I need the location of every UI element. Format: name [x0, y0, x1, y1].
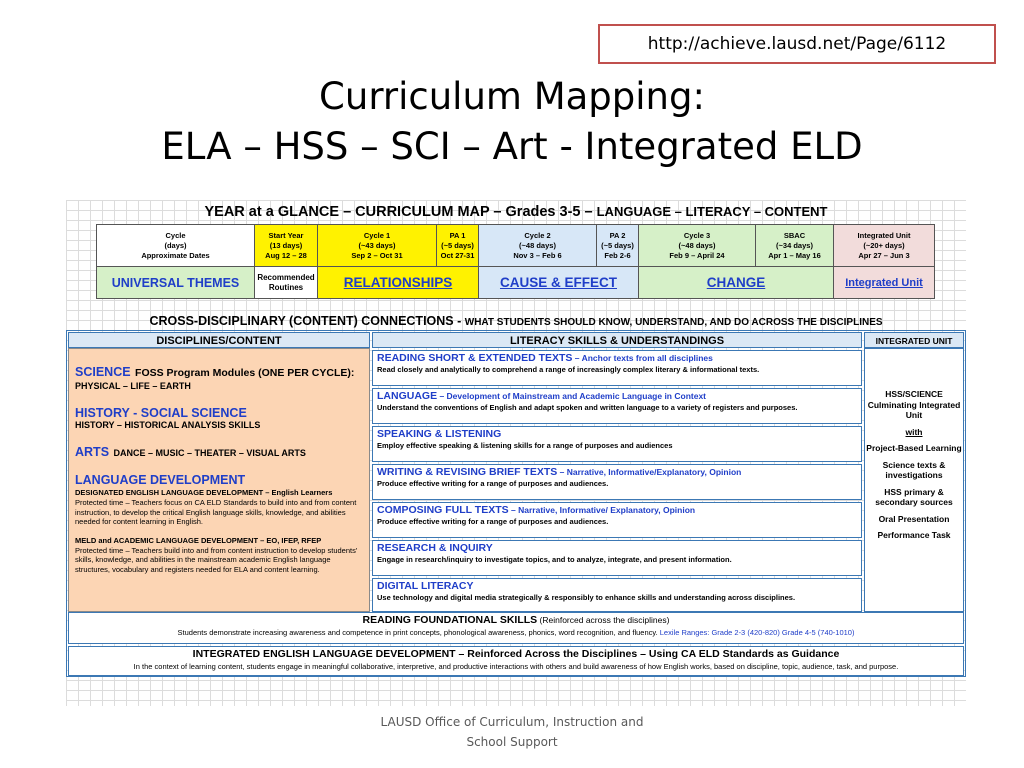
slide-title-line2: ELA – HSS – SCI – Art - Integrated ELD [161, 125, 863, 168]
literacy-header: LITERACY SKILLS & UNDERSTANDINGS [372, 332, 862, 348]
meld-heading: MELD and ACADEMIC LANGUAGE DEVELOPMENT – EO, IFEP, RFEP [75, 535, 322, 545]
integrated-unit-panel [864, 348, 964, 612]
cycle-cell: Cycle (days) Approximate Dates [97, 225, 255, 267]
cross-disciplinary-heading [106, 314, 926, 328]
deld-text: Protected time – Teachers focus on CA ELD Standards to build into and from content instruction, to develop the critical English language skills, knowledge, and abilities needed for content learning in English. [75, 498, 357, 526]
themes-row [97, 267, 935, 299]
cycle-cell: PA 1 (~5 days) Oct 27-31 [437, 225, 479, 267]
language-development-heading: LANGUAGE DEVELOPMENT [75, 473, 246, 487]
rfs-note: (Reinforced across the disciplines) [537, 615, 670, 625]
deld-heading: DESIGNATED ENGLISH LANGUAGE DEVELOPMENT – English Learners [75, 488, 333, 497]
iel-description: In the context of learning content, students engage in meaningful collaborative, interpretive, and productive interactions with others and build awareness of how English works, based on discipline, topic, audience, task, and purpose. [133, 662, 899, 671]
footer-line2: School Support [466, 735, 558, 749]
slide-title-line1: Curriculum Mapping: [319, 75, 705, 118]
integrated-item: with [905, 426, 923, 437]
cause-effect-theme: CAUSE & EFFECT [479, 267, 639, 299]
integrated-unit-theme: Integrated Unit [834, 267, 935, 299]
lexile-ranges: Lexile Ranges: Grade 2-3 (420-820) Grade 4-5 (740-1010) [659, 628, 855, 637]
iel-heading: INTEGRATED ENGLISH LANGUAGE DEVELOPMENT – Reinforced Across the Disciplines – Using CA ELD Standards as Guidance [192, 648, 840, 660]
universal-themes-cell: UNIVERSAL THEMES [97, 267, 255, 299]
cross-title: CROSS-DISCIPLINARY (CONTENT) CONNECTIONS - [149, 314, 465, 328]
history-heading: HISTORY - SOCIAL SCIENCE [75, 406, 247, 420]
integrated-item: Science texts & investigations [882, 459, 946, 480]
science-subheading: PHYSICAL – LIFE – EARTH [75, 381, 191, 391]
literacy-skill-digital: DIGITAL LITERACY Use technology and digital media strategically & responsibly to enhance skills and understanding across disciplines. [372, 578, 862, 612]
recommended-routines-cell: Recommended Routines [255, 267, 318, 299]
integrated-item: HSS primary & secondary sources [875, 486, 953, 507]
cross-subtitle: WHAT STUDENTS SHOULD KNOW, UNDERSTAND, AND DO ACROSS THE DISCIPLINES [464, 317, 883, 328]
cycle-cell: Cycle 3 (~48 days) Feb 9 – April 24 [639, 225, 756, 267]
cycle-cell: Start Year (13 days) Aug 12 – 28 [255, 225, 318, 267]
integrated-eld [68, 646, 964, 676]
url-box: http://achieve.lausd.net/Page/6112 [598, 24, 996, 64]
integrated-item: HSS/SCIENCE Culminating Integrated Unit [867, 389, 961, 420]
cycle-table [96, 224, 935, 299]
disciplines-header: DISCIPLINES/CONTENT [68, 332, 370, 348]
year-title-sub: LANGUAGE – LITERACY – CONTENT [596, 204, 828, 219]
cycle-cell: Integrated Unit (~20+ days) Apr 27 – Jun 3 [834, 225, 935, 267]
science-heading: SCIENCE FOSS Program Modules (ONE PER CYCLE): [75, 365, 355, 379]
integrated-unit-header: INTEGRATED UNIT [864, 332, 964, 348]
slide-title [0, 72, 1024, 172]
cycle-cell: Cycle 2 (~48 days) Nov 3 – Feb 6 [479, 225, 597, 267]
integrated-item: Project-Based Learning [866, 443, 962, 453]
history-subheading: HISTORY – HISTORICAL ANALYSIS SKILLS [75, 420, 261, 430]
integrated-item: Oral Presentation [878, 513, 950, 524]
cycle-row [97, 225, 935, 267]
literacy-skill-writing: WRITING & REVISING BRIEF TEXTS – Narrative, Informative/Explanatory, Opinion Produce effective writing for a range of purposes and audiences. [372, 464, 862, 500]
year-title-main: YEAR at a GLANCE – CURRICULUM MAP – Grades 3-5 – [204, 204, 597, 220]
cycle-cell: Cycle 1 (~43 days) Sep 2 – Oct 31 [318, 225, 437, 267]
integrated-item: Performance Task [877, 530, 951, 540]
literacy-skill-language: LANGUAGE – Development of Mainstream and Academic Language in Context Understand the conventions of English and adapt spoken and written language to a variety of registers and purposes. [372, 388, 862, 424]
literacy-skill-composing: COMPOSING FULL TEXTS – Narrative, Informative/ Explanatory, Opinion Produce effective writing for a range of purposes and audiences. [372, 502, 862, 538]
meld-text: Protected time – Teachers build into and from content instruction to develop students' skills, knowledge, and abilities in the mainstream academic English language structures, vocabulary and registers needed for ELA and content learning. [75, 545, 358, 574]
disciplines-panel [68, 348, 370, 612]
literacy-skill-reading: READING SHORT & EXTENDED TEXTS – Anchor texts from all disciplines Read closely and analytically to comprehend a range of increasingly complex literary & informational texts. [372, 350, 862, 386]
year-glance-title [156, 204, 876, 220]
reading-foundational-skills [68, 612, 964, 644]
rfs-heading: READING FOUNDATIONAL SKILLS [362, 614, 538, 626]
cycle-cell: SBAC (~34 days) Apr 1 – May 16 [756, 225, 834, 267]
literacy-skill-speaking: SPEAKING & LISTENING Employ effective speaking & listening skills for a range of purposes and audiences [372, 426, 862, 462]
footer-credit [296, 712, 728, 752]
rfs-description: Students demonstrate increasing awareness and competence in print concepts, phonological awareness, phonics, word recognition, and fluency. [177, 628, 658, 637]
footer-line1: LAUSD Office of Curriculum, Instruction and [380, 715, 644, 729]
relationships-theme: RELATIONSHIPS [318, 267, 479, 299]
arts-heading: ARTS DANCE – MUSIC – THEATER – VISUAL ARTS [75, 445, 306, 459]
change-theme: CHANGE [639, 267, 834, 299]
cycle-cell: PA 2 (~5 days) Feb 2-6 [597, 225, 639, 267]
literacy-skill-research: RESEARCH & INQUIRY Engage in research/inquiry to investigate topics, and to analyze, integrate, and present information. [372, 540, 862, 576]
curriculum-map-document [66, 200, 966, 706]
